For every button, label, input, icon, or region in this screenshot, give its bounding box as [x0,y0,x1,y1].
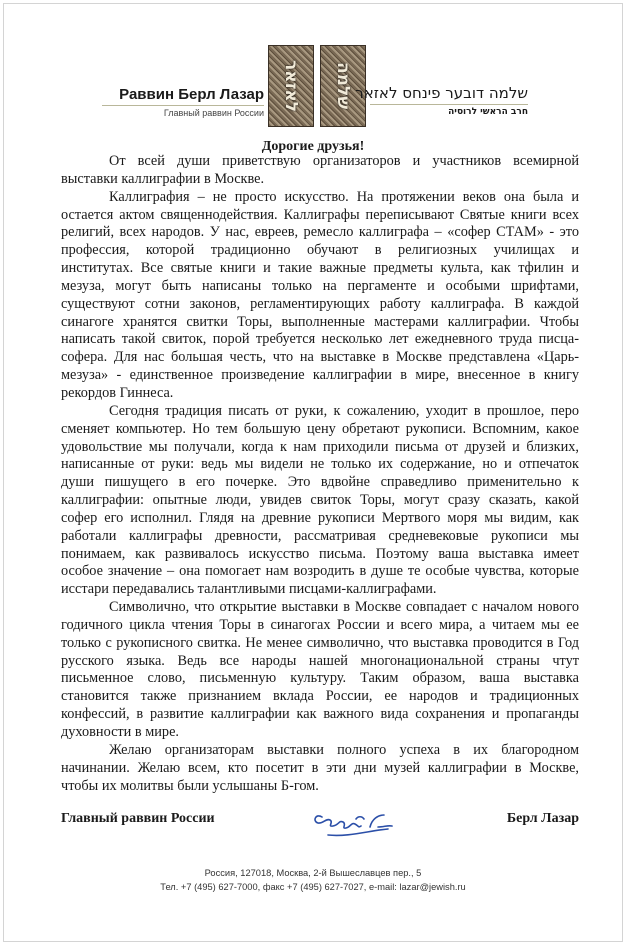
text-line: исстари передавались талантливыми писцами-каллиграфами. [61,581,437,598]
text-line: софера. Для нас большая честь, что на выставке в Москве представлена «Царь- [61,349,579,366]
text-line: софер его исполнил. Глядя на древние рукописи Мертвого моря мы видим, как [61,509,579,526]
footer-address: Россия, 127018, Москва, 2-й Вышеславцев пер., 5 [204,868,422,878]
text-line: написать такой свиток, порой требуется несколько лет ежедневного труда писца- [61,331,579,348]
text-line: конфессий, в развитие каллиграфии как важного вида сохранения и пропаганды [61,706,579,723]
text-line: становится также признанием вклада России, ее народов и традиционных [61,688,579,705]
letterhead-russian [102,86,264,118]
letterhead-hebrew [355,84,528,117]
text-line: остается актом священнодействия. Каллиграфы переписывают Святые книги всех [61,206,579,223]
logo-block-left: לאזאר [268,45,314,127]
text-line: духовности в мире. [61,724,179,740]
text-line: От всей души приветствую организаторов и участников всемирной [109,153,579,169]
rabbi-title-ru: Главный раввин России [163,108,264,118]
text-line: выставки каллиграфии в Москве. [61,170,265,187]
paragraph [61,599,579,742]
text-line: Символично, что открытие выставки в Москве совпадает с началом нового [109,599,579,616]
text-line: начинании. Желаю всем, кто посетит в эти дни музей каллиграфии в Москве, [61,759,579,776]
text-line: написанные от руки: ведь мы видели не только их содержание, но и отпечаток [61,456,579,473]
text-line: существуют сотни законов, регламентирующих работу каллиграфа. В каждой [61,295,579,312]
footer [0,866,626,894]
text-line: понимаем, как развивалось искусство письма. Поэтому ваша выставка имеет [61,545,579,562]
text-line: сменяет компьютер. Но тем большую цену обретают рукописи. Вспомним, какое [61,420,579,437]
text-line: годичного цикла чтения Торы в синагогах России и всего мира, а читаем мы ее [61,616,579,633]
signature-name: Берл Лазар [506,811,579,826]
text-line: особое значение – она помогает нам возродить в душе те особые чувства, которые [61,563,579,580]
text-line: синагоге хранятся свитки Торы, выполненные мастерами каллиграфии. Чтобы [61,313,579,330]
text-line: мезуза, могут быть написаны только на пергаменте и особыми шрифтами, [61,277,579,294]
rabbi-name-he: שלמה דובער פינחס לאזאר [355,84,528,102]
letter-body [61,153,579,795]
text-line: русского языка. Ведь все народы нашей многонациональной страны чтут [61,652,579,669]
text-line: мезуза» - единственное произведение каллиграфии в мире, внесенное в книгу [61,367,579,384]
text-line: каллиграфии: опытные люди, увидев свиток Торы, могут сразу сказать, какой [61,492,579,509]
text-line: Сегодня традиция писать от руки, к сожалению, уходит в прошлое, перо [109,402,579,419]
text-line: профессия, которой традиционно обучают в религиозных училищах и [61,242,579,259]
paragraph [61,189,579,403]
text-line: только с рукописного свитка. Не менее символично, что выставка проводится в Год [61,634,579,651]
divider [370,104,528,105]
text-line: рекордов Гиннеса. [61,384,174,401]
letterhead-logo [268,45,366,127]
letter-salutation: Дорогие друзья! [261,139,365,154]
divider [102,105,264,106]
paragraph [61,403,579,599]
handwritten-signature [300,805,440,845]
logo-block-right: שלמה [320,45,366,127]
paragraph [61,153,579,189]
text-line: Каллиграфия – не просто искусство. На протяжении веков она была и [109,188,579,205]
signature-title: Главный раввин России [61,811,215,826]
text-line: души пишущего в его почерке. Это вдвойне справедливо применительно к [61,474,579,491]
text-line: чтобы их молитвы были услышаны Б-гом. [61,777,319,794]
text-line: удовольствие мы получали, когда к нам приходили письма от друзей и близких, [61,438,579,455]
text-line: письменное слово, письменную культуру. Таким образом, ваша выставка [61,670,579,687]
paragraph [61,742,579,796]
rabbi-title-he: חרב הראשי לרוסיה [448,107,528,117]
text-line: Желаю организаторам выставки полного успеха в их благородном [109,741,579,758]
footer-contacts: Тел. +7 (495) 627-7000, факс +7 (495) 627-7027, e-mail: lazar@jewish.ru [160,882,466,892]
text-line: работали каллиграфы древности, рассматривая средневековые рукописи мы [61,527,579,544]
text-line: институтах. Все святые книги и такие важные предметы культа, как тфилин и [61,260,579,277]
text-line: религий, всех народов. У нас, евреев, ремесло каллиграфа – «софер СТАМ» - это [61,224,579,241]
rabbi-name-ru: Раввин Берл Лазар [119,86,264,103]
